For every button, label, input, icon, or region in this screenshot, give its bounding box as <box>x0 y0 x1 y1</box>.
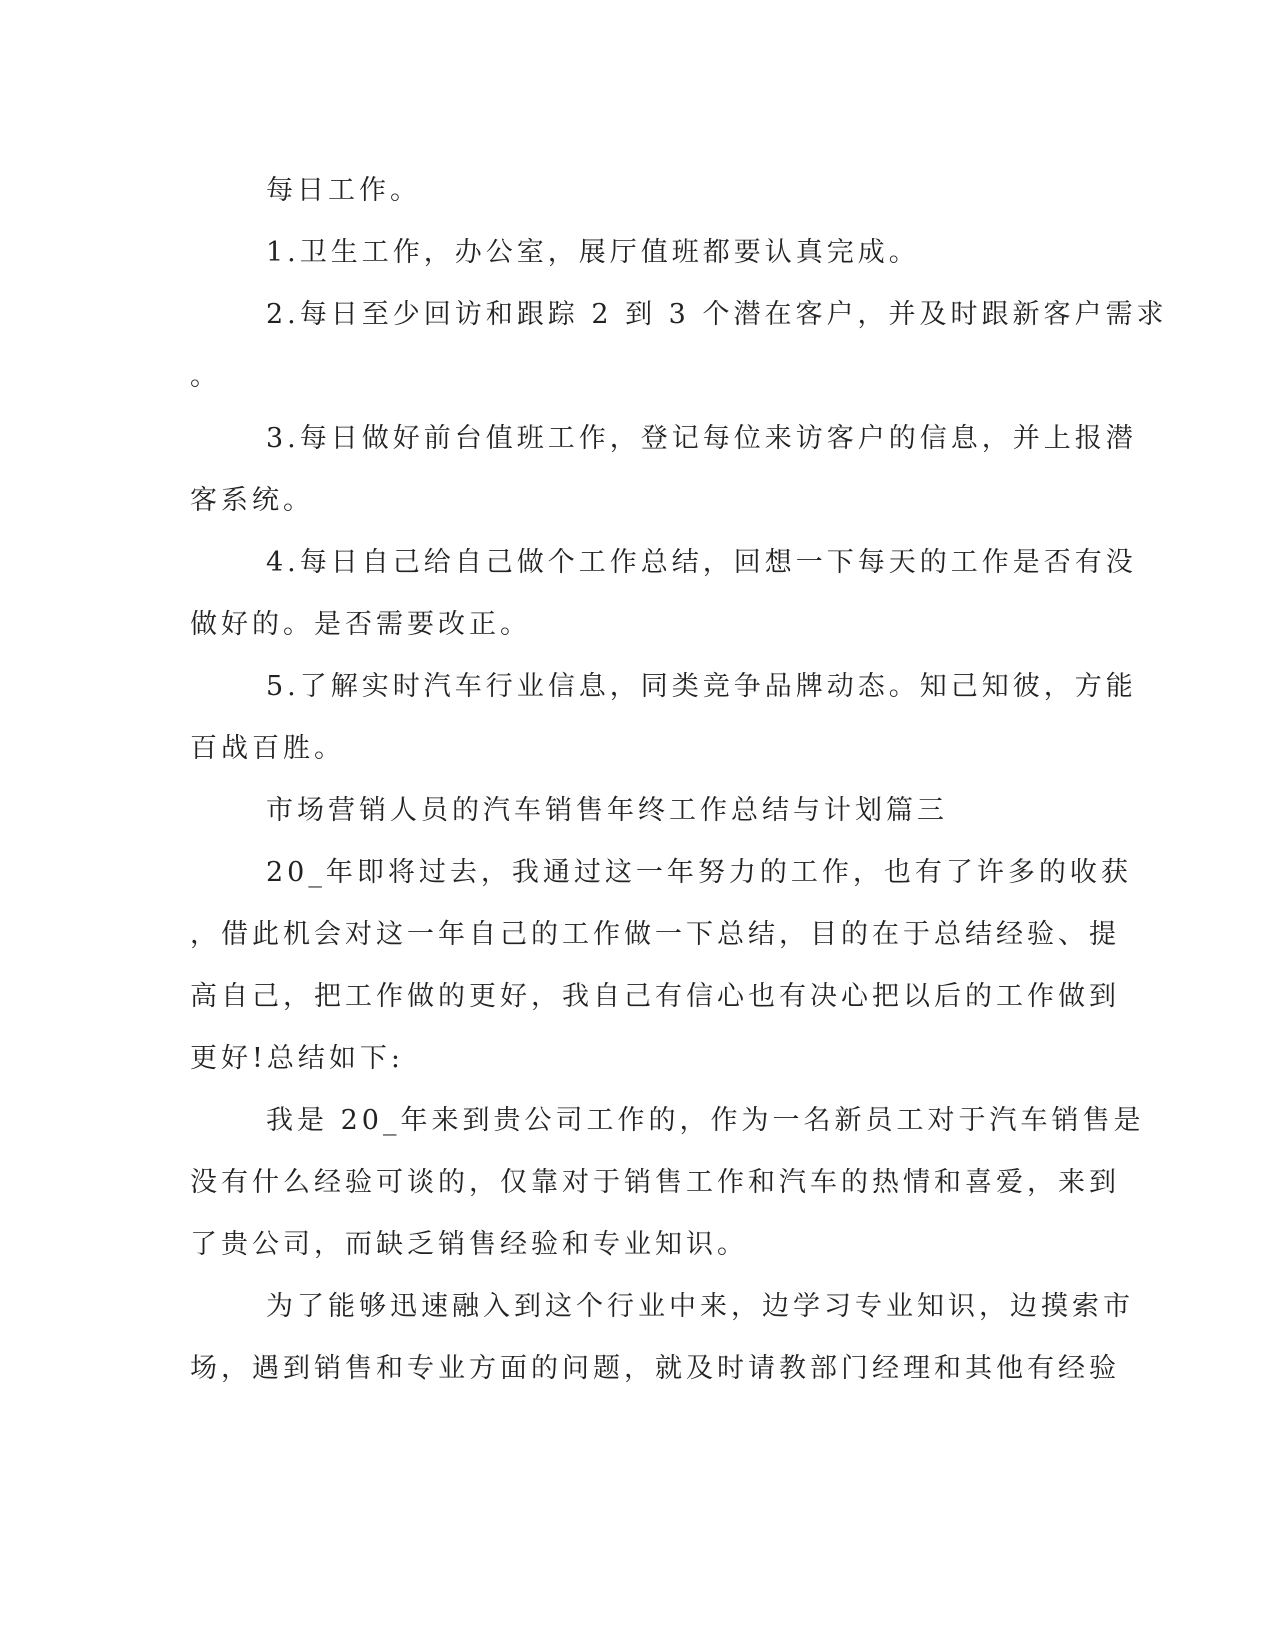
paragraph-2-line-2: 没有什么经验可谈的，仅靠对于销售工作和汽车的热情和喜爱，来到 <box>190 1167 1120 1198</box>
list-item-4-continuation: 做好的。是否需要改正。 <box>190 609 531 640</box>
paragraph-1-line-3: 高自己，把工作做的更好，我自己有信心也有决心把以后的工作做到 <box>190 981 1120 1012</box>
list-item-2-continuation: 。 <box>190 361 221 392</box>
paragraph-1-line-1: 20_年即将过去，我通过这一年努力的工作，也有了许多的收获 <box>266 857 1132 888</box>
list-item-1: 1.卫生工作，办公室，展厅值班都要认真完成。 <box>266 237 920 268</box>
list-item-3: 3.每日做好前台值班工作，登记每位来访客户的信息，并上报潜 <box>266 423 1137 454</box>
document-body <box>190 160 1168 1400</box>
paragraph-1-line-4: 更好!总结如下: <box>190 1043 404 1074</box>
paragraph-3-line-1: 为了能够迅速融入到这个行业中来，边学习专业知识，边摸索市 <box>266 1291 1134 1322</box>
list-item-3-continuation: 客系统。 <box>190 485 314 516</box>
list-item-5: 5.了解实时汽车行业信息，同类竞争品牌动态。知己知彼，方能 <box>266 671 1137 702</box>
list-item-2: 2.每日至少回访和跟踪 2 到 3 个潜在客户，并及时跟新客户需求 <box>266 299 1168 330</box>
paragraph-2-line-1: 我是 20_年来到贵公司工作的，作为一名新员工对于汽车销售是 <box>266 1105 1145 1136</box>
paragraph-3-line-2: 场，遇到销售和专业方面的问题，就及时请教部门经理和其他有经验 <box>190 1353 1120 1384</box>
paragraph-1-line-2: ，借此机会对这一年自己的工作做一下总结，目的在于总结经验、提 <box>190 919 1120 950</box>
list-item-5-continuation: 百战百胜。 <box>190 733 345 764</box>
paragraph-2-line-3: 了贵公司，而缺乏销售经验和专业知识。 <box>190 1229 748 1260</box>
section-title: 市场营销人员的汽车销售年终工作总结与计划篇三 <box>266 795 948 826</box>
paragraph-heading-daily-work: 每日工作。 <box>266 175 421 206</box>
list-item-4: 4.每日自己给自己做个工作总结，回想一下每天的工作是否有没 <box>266 547 1137 578</box>
